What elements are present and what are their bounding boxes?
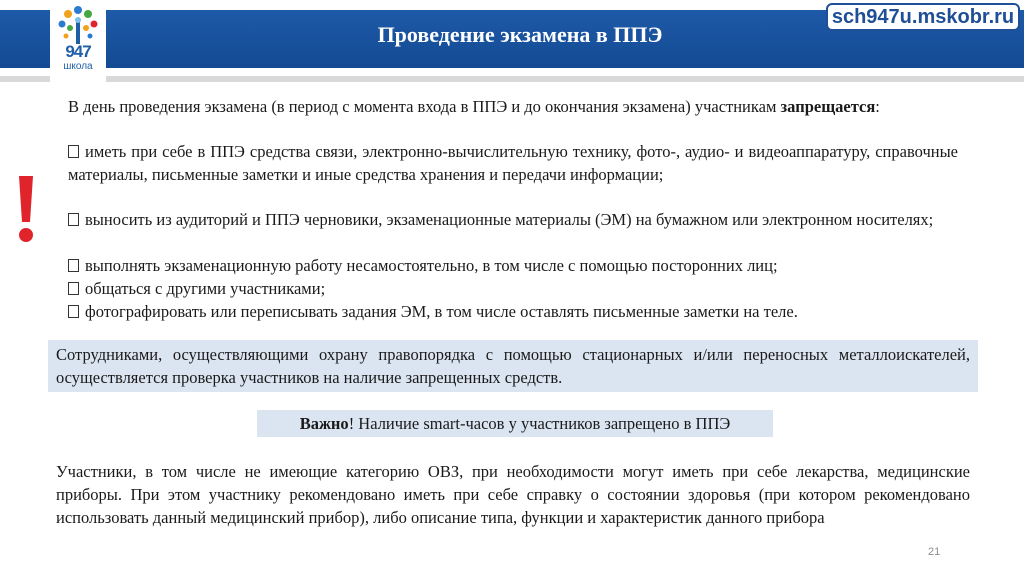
- bullet-text: фотографировать или переписывать задания ЭМ, в том числе оставлять письменные заметки на теле.: [85, 302, 798, 321]
- page-number: 21: [928, 546, 941, 558]
- header-divider-shadow: [0, 76, 1024, 82]
- bullet-item: [68, 255, 958, 278]
- bullet-text: иметь при себе в ППЭ средства связи, электронно-вычислительную технику, фото-, аудио- и видеоаппаратуру, справочные материалы, письменные заметки и иные средства хранения и передачи информации;: [68, 142, 958, 184]
- site-link[interactable]: sch947u.mskobr.ru: [826, 3, 1020, 31]
- security-note: Сотрудниками, осуществляющими охрану правопорядка с помощью стационарных и/или переносных металлоискателей, осуществляется проверка участников на наличие запрещенных средств.: [48, 340, 978, 392]
- bullet-text: выполнять экзаменационную работу несамостоятельно, в том числе с помощью посторонних лиц;: [85, 256, 778, 275]
- school-logo: [50, 0, 106, 88]
- important-note: [257, 410, 773, 437]
- bullet-item: [68, 209, 958, 232]
- bullet-text: выносить из аудиторий и ППЭ черновики, экзаменационные материалы (ЭМ) на бумажном или электронном носителях;: [85, 210, 934, 229]
- checkbox-bullet-icon: [68, 259, 79, 272]
- bullet-item: [68, 301, 958, 324]
- checkbox-bullet-icon: [68, 282, 79, 295]
- bullet-text: общаться с другими участниками;: [85, 279, 326, 298]
- important-text: ! Наличие smart-часов у участников запрещено в ППЭ: [348, 414, 731, 433]
- bullet-item: [68, 278, 958, 301]
- bullet-item: [68, 141, 958, 186]
- intro-bold: запрещается: [780, 97, 876, 116]
- checkbox-bullet-icon: [68, 305, 79, 318]
- logo-word: школа: [63, 61, 93, 72]
- tree-icon: [56, 4, 100, 44]
- checkbox-bullet-icon: [68, 213, 79, 226]
- exclamation-icon: [14, 176, 38, 244]
- page-title: Проведение экзамена в ППЭ: [377, 22, 663, 47]
- important-label: Важно: [299, 414, 349, 433]
- header: [0, 0, 1024, 86]
- intro-text: В день проведения экзамена (в период с момента входа в ППЭ и до окончания экзамена) участникам: [68, 97, 777, 116]
- medical-note: Участники, в том числе не имеющие категорию ОВЗ, при необходимости могут иметь при себе лекарства, медицинские приборы. При этом участнику рекомендовано иметь при себе справку о состоянии здоровья (при котором рекомендовано использовать данный медицинский прибор), либо описание типа, функции и характеристик данного прибора: [56, 462, 970, 527]
- header-divider: [0, 68, 1024, 76]
- intro-tail: :: [875, 97, 880, 116]
- checkbox-bullet-icon: [68, 145, 79, 158]
- logo-number: 947: [65, 42, 91, 61]
- intro-paragraph: [68, 96, 958, 119]
